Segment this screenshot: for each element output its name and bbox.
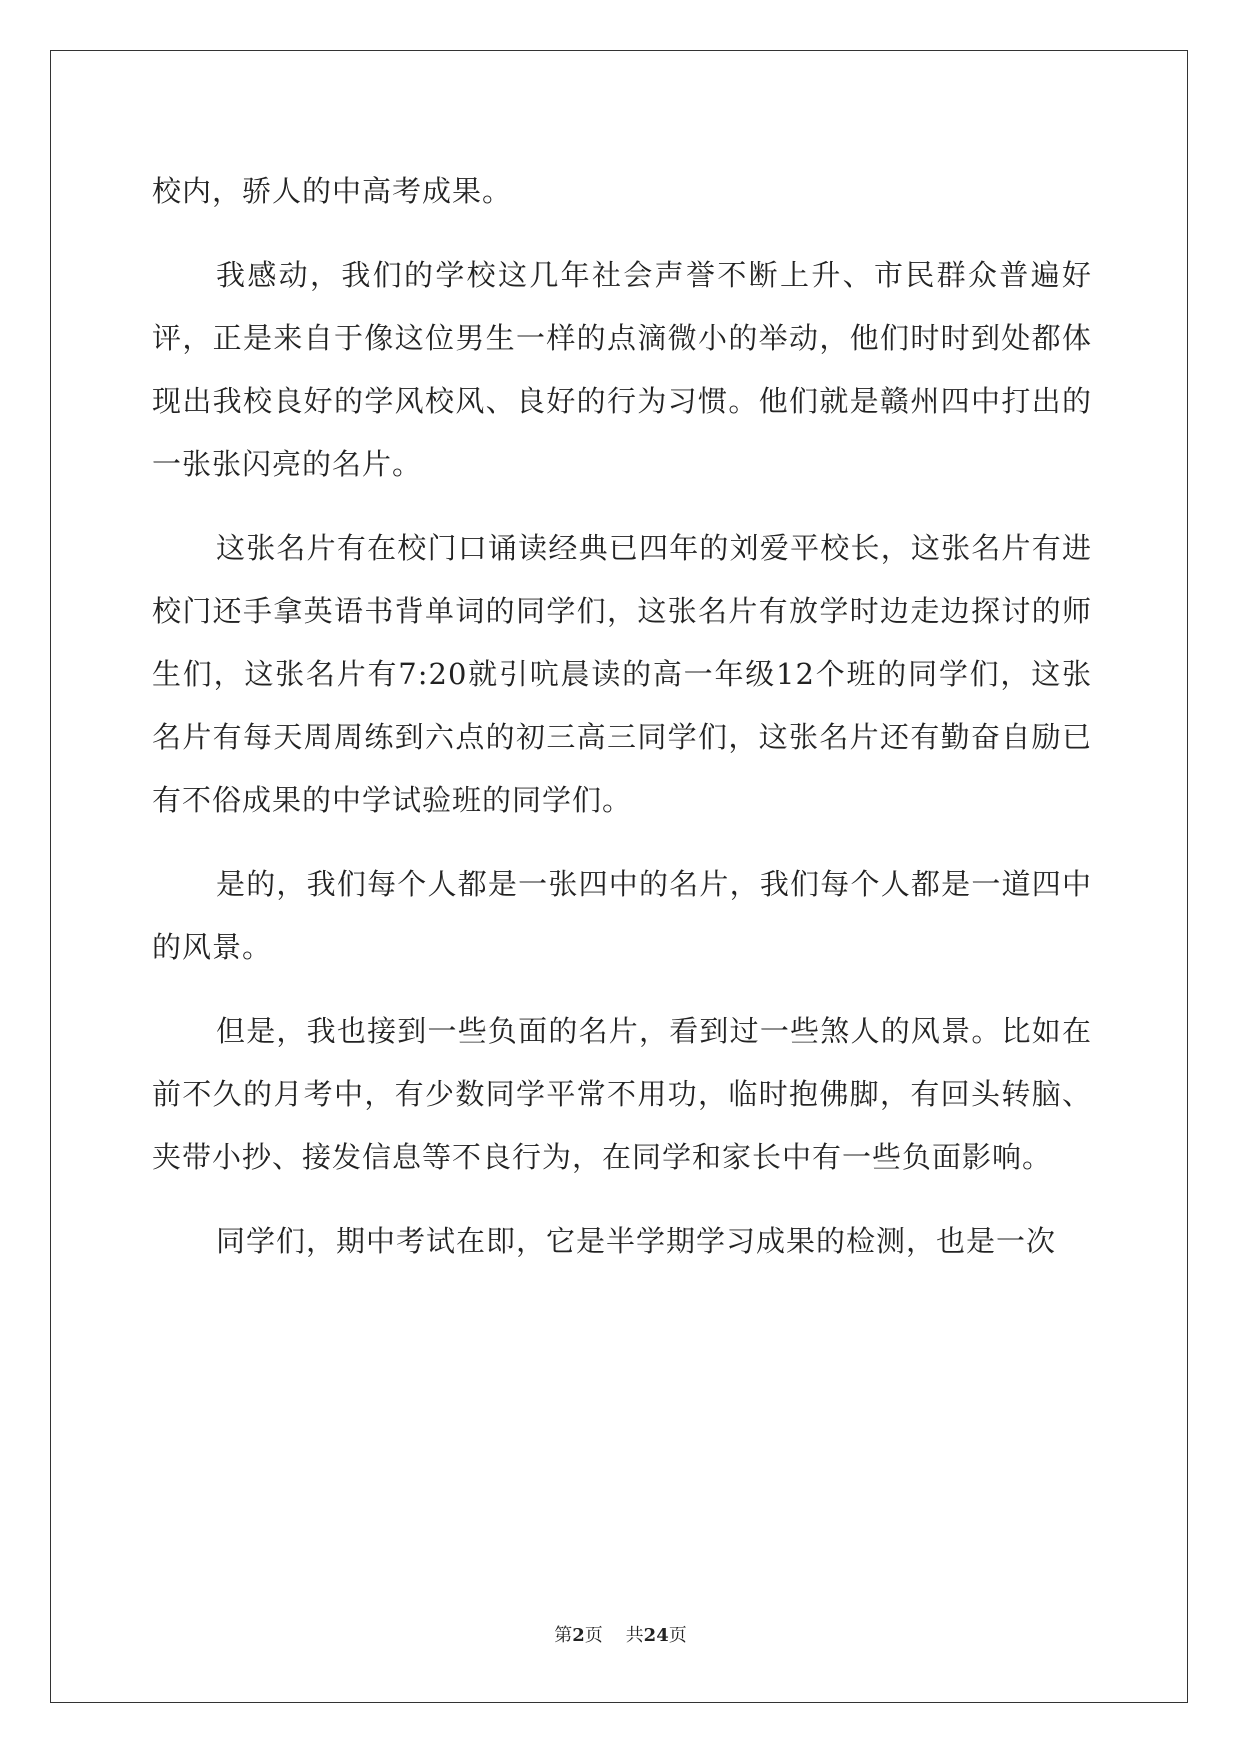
document-body [152, 160, 1092, 1294]
paragraph: 校内，骄人的中高考成果。 [152, 174, 513, 208]
paragraph: 同学们，期中考试在即，它是半学期学习成果的检测，也是一次 [216, 1224, 1057, 1258]
page-prefix: 第 [554, 1625, 573, 1646]
page-footer [0, 1621, 1241, 1647]
page-number: 2 [572, 1625, 585, 1646]
paragraph: 但是，我也接到一些负面的名片，看到过一些煞人的风景。比如在前不久的月考中，有少数同学平常不用功，临时抱佛脚，有回头转脑、夹带小抄、接发信息等不良行为，在同学和家长中有一些负面影响。 [152, 1014, 1092, 1174]
page-suffix: 页 [584, 1625, 603, 1646]
total-suffix: 页 [668, 1625, 687, 1646]
paragraph: 是的，我们每个人都是一张四中的名片，我们每个人都是一道四中的风景。 [152, 867, 1092, 964]
paragraph: 这张名片有在校门口诵读经典已四年的刘爱平校长，这张名片有进校门还手拿英语书背单词的同学们，这张名片有放学时边走边探讨的师生们，这张名片有7:20就引吭晨读的高一年级12个班的同学们，这张名片有每天周周练到六点的初三高三同学们，这张名片还有勤奋自励已有不俗成果的中学试验班的同学们。 [152, 531, 1092, 817]
total-prefix: 共 [625, 1625, 644, 1646]
total-pages: 24 [643, 1625, 669, 1646]
paragraph: 我感动，我们的学校这几年社会声誉不断上升、市民群众普遍好评，正是来自于像这位男生一样的点滴微小的举动，他们时时到处都体现出我校良好的学风校风、良好的行为习惯。他们就是赣州四中打出的一张张闪亮的名片。 [152, 258, 1092, 481]
